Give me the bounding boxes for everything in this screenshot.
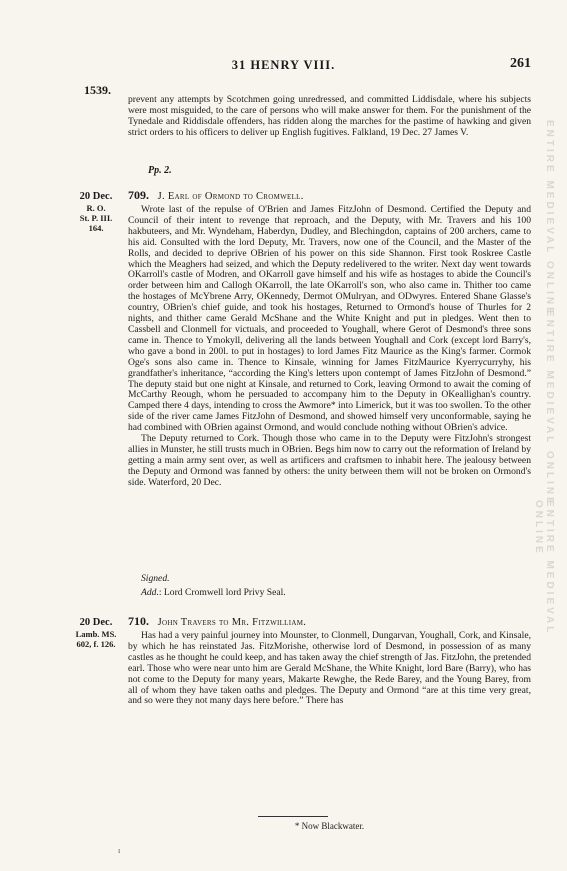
watermark-text-1: ENTIRE MEDIEVAL ONLINE <box>544 120 555 317</box>
entry-709-signed: Signed. <box>141 573 170 584</box>
entry-710-title: John Travers to Mr. Fitzwilliam. <box>157 617 307 628</box>
running-head-title: 31 HENRY VIII. <box>231 58 336 72</box>
continuation-paragraph: prevent any attempts by Scotchmen going unredressed, and committed Liddisdale, where his subjects were most misguided, to the care of persons who will make answer for them. For the punishment of the Tynedale and Riddisdale offenders, has ridden along the marches for the pastime of hawking and given strict orders to his officers to deliver up English fugitives. Falkland, 19 Dec. 27 James V. <box>128 94 531 138</box>
entry-710-ref-2: 602, f. 126. <box>76 639 116 649</box>
entry-709-ref-3: 164. <box>88 223 104 233</box>
entry-710-date: 20 Dec. <box>79 617 113 628</box>
entry-709-address-text: : Lord Cromwell lord Privy Seal. <box>158 587 286 598</box>
entry-709-paragraph-1: Wrote last of the repulse of O'Brien and James FitzJohn of Desmond. Certified the Deputy and Council of their intent to revenge that reproach, and the Deputy, with Mr. Travers and his 100 hakbuteers, and Mr. Wyndeham, Haberdyn, Dudley, and Blechingdon, captains of 200 archers, came to his aid. Consulted with the lord Deputy, Mr. Travers, now one of the Council, and the Master of the Rolls, and decided to deprive OBrien of his power on this side Shannon. First took Roskree Castle which the Meaghers had seized, and which the Deputy redelivered to the writer. Next day went towards OKarroll's castle of Modren, and OKarroll gave himself and his wife as hostages to abide the Council's order between him and Callogh OKarroll, the late OKarroll's son, who also came in. Thither too came the hostages of McYbrene Arry, OKennedy, Dermot OMulryan, and ODwyres. Entered Shane Glasse's country, OBrien's chief guide, and took his hostages, Returned to Ormond's house of Thurles for 2 nights, and thither came Gerald McShane and the White Knight and put in pledges. Went then to Cassbell and Clonmell for victuals, and proceeded to Youghall, where Gerot of Desmond's three sons came in. Thence to Ymokyll, delivering all the lands between Youghall and Cork (except lord Barry's, who gave a bond in 200l. to put in hostages) to lord James Fitz Maurice as the King's farmer. Cormok Oge's sons also came in. Thence to Kinsale, winning for James FitzMaurice Kyerrycurryhy, his grandfather's inheritance, “according the King's letters upon contempt of James FitzJohn of Desmond.” The deputy staid but one night at Kinsale, and returned to Cork, leaving Ormond to await the coming of McCarthy Reough, whom he persuaded to accompany him to the Deputy in OKeallighan's country. Camped there 4 days, intending to cross the Awmore* into Limerick, but it was too swollen. To the other side of the river came James FitzJohn of Desmond, and showed himself very unconformable, saying he had combined with OBrien against Ormond, and would conclude nothing without OBrien's advice. <box>128 204 531 434</box>
stray-mark: ı <box>118 846 121 855</box>
entry-709-body <box>128 205 531 489</box>
entry-709-address <box>141 587 286 598</box>
entry-710-margin <box>70 617 122 649</box>
entry-709-date: 20 Dec. <box>79 191 113 202</box>
entry-709-title: J. Earl of Ormond to Cromwell. <box>157 191 304 202</box>
continuation-text <box>128 95 531 139</box>
entry-709-number: 709. <box>128 188 149 202</box>
watermark-text-3: ENTIRE MEDIEVAL ONLINE <box>533 500 555 636</box>
watermark <box>531 120 561 680</box>
entry-710-body <box>128 631 531 707</box>
entry-709-address-label: Add. <box>141 587 159 598</box>
footnote-rule <box>258 816 328 817</box>
pages-note: Pp. 2. <box>148 165 172 176</box>
year-label: 1539. <box>84 83 111 97</box>
entry-710-heading <box>128 615 531 629</box>
entry-710-paragraph-1: Has had a very painful journey into Mounster, to Clonmell, Dungarvan, Youghall, Cork, and Kinsale, by which he has reinstated Jas. FitzMorishe, otherwise lord of Desmond, in possession of as many castles as he thought he could keep, and has taken away the chief strength of Jas. FitzJohn, the pretended earl. Those who were near unto him are Gerald McShane, the White Knight, lord Bare (Barry), who has not come to the Deputy for many years, Makarte Rewghe, the Rede Barey, and the Young Barey, from all of whom they have taken oaths and pledges. The Deputy and Ormond “are at this time very great, and so were they not many days here before.” There has <box>128 630 531 707</box>
watermark-text-2: ENTIRE MEDIEVAL ONLINE <box>544 310 555 507</box>
entry-709-margin <box>70 191 122 233</box>
entry-710-number: 710. <box>128 614 149 628</box>
entry-709-ref-1: R. O. <box>86 203 106 213</box>
entry-709-paragraph-2: The Deputy returned to Cork. Though those who came in to the Deputy were FitzJohn's strongest allies in Munster, he still trusts much in OBrien. Begs him now to carry out the reformation of Ireland by getting a main army sent over, as well as artificers and craftsmen to inhabit here. The jealousy between the Deputy and Ormond was fanned by others: the unity between them will not be broken on Ormond's side. Waterford, 20 Dec. <box>128 433 531 488</box>
running-head <box>0 58 567 74</box>
entry-710-ref-1: Lamb. MS. <box>75 629 117 639</box>
footnote: * Now Blackwater. <box>294 821 365 831</box>
entry-709-ref-2: St. P. III. <box>79 213 113 223</box>
page-number: 261 <box>510 56 531 71</box>
entry-709-heading <box>128 189 531 203</box>
